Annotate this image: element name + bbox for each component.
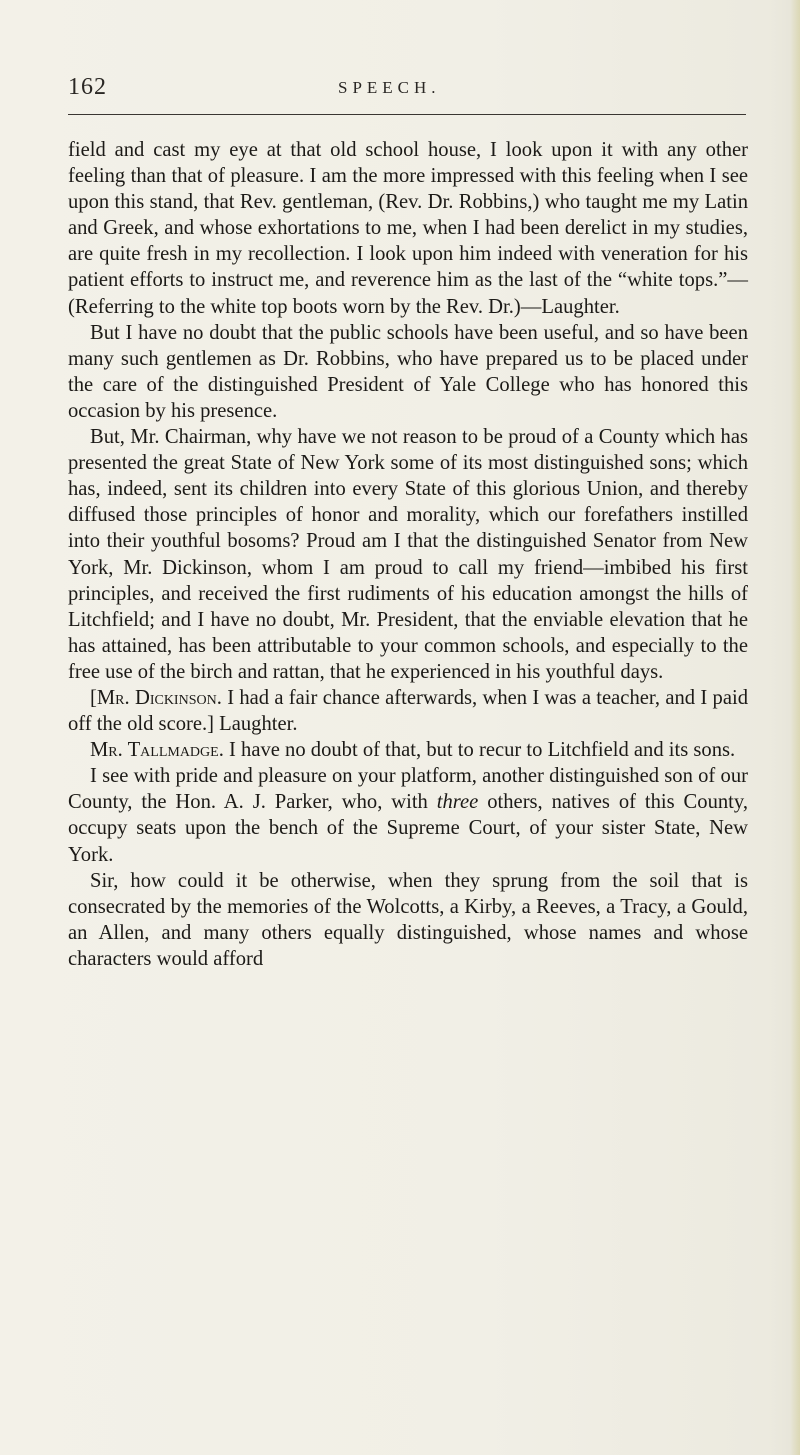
page-edge-shadow <box>790 0 800 1455</box>
paragraph-5-text: I have no doubt of that, but to recur to Litchfield and its sons. <box>229 739 736 762</box>
body-text <box>68 137 748 972</box>
paragraph-7: Sir, how could it be otherwise, when they sprung from the soil that is consecrated by the memories of the Wolcotts, a Kirby, a Reeves, a Tracy, a Gould, an Allen, and many others equally distinguished, whose names and whose characters would afford <box>68 869 748 970</box>
speaker-dickinson: Mr. Dickinson. <box>96 686 222 709</box>
paragraph-4-text: I had a fair chance afterwards, when I was a teacher, and I paid off the old score.] Laughter. <box>68 686 749 736</box>
paragraph-1: field and cast my eye at that old school house, I look upon it with any other feeling than that of pleasure. I am the more impressed with this feeling when I see upon this stand, that Rev. gentleman, (Rev. Dr. Robbins,) who taught me my Latin and Greek, and whose exhortations to me, when I had been derelict in my studies, are quite fresh in my recollection. I look upon him indeed with veneration for his patient efforts to instruct me, and reverence him as the last of the “white tops.”—(Referring to the white top boots worn by the Rev. Dr.)—Laughter. <box>68 139 748 318</box>
paragraph-6-text-b: others, natives of this County, occupy seats upon the bench of the Supreme Court, of your sister State, New York. <box>68 791 748 866</box>
paragraph-6-emphasis: three <box>436 791 479 814</box>
paragraph-6 <box>68 763 748 867</box>
paragraph-4: [Mr. Dickinson. I had a fair chance afterwards, when I was a teacher, and I paid off the old score.] Laughter. <box>68 686 749 736</box>
header-rule <box>68 114 746 115</box>
running-title: SPEECH. <box>338 78 441 97</box>
paragraph-5 <box>68 737 748 763</box>
page-header <box>68 74 746 114</box>
paragraph-2: But I have no doubt that the public schools have been useful, and so have been many such gentlemen as Dr. Robbins, who have prepared us to be placed under the care of the distinguished President of Yale College who has honored this occasion by his presence. <box>68 321 748 422</box>
speaker-tallmadge: Mr. Tallmadge. <box>90 739 224 762</box>
paragraph-6-text-a: I see with pride and pleasure on your platform, another distinguished son of our County, the Hon. A. J. Parker, who, with <box>68 765 748 814</box>
page-number: 162 <box>68 74 107 100</box>
paragraph-3: But, Mr. Chairman, why have we not reason to be proud of a County which has presented the great State of New York some of its most distinguished sons; which has, indeed, sent its children into every State of this glorious Union, and thereby diffused those principles of honor and morality, which our forefathers instilled into their youthful bosoms? Proud am I that the distinguished Senator from New York, Mr. Dickinson, whom I am proud to call my friend—imbibed his first principles, and received the first rudiments of his education amongst the hills of Litchfield; and I have no doubt, Mr. President, that the enviable elevation that he has attained, has been attributable to your common schools, and especially to the free use of the birch and rattan, that he experienced in his youthful days. <box>68 426 748 683</box>
